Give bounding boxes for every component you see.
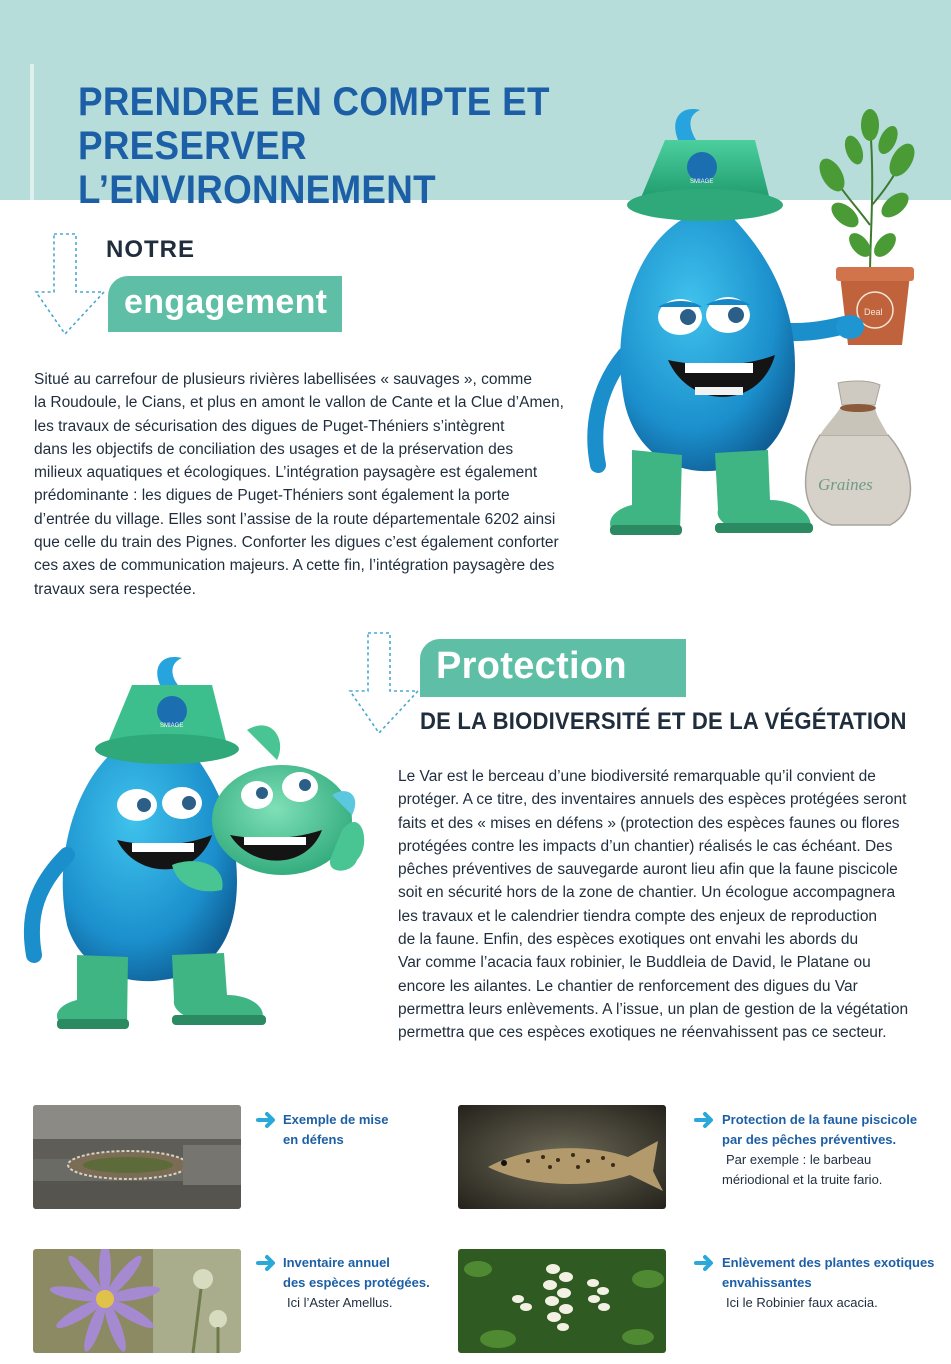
section1-kicker: NOTRE (106, 236, 195, 263)
arrow-right-icon (256, 1111, 278, 1129)
caption-line: envahissantes (722, 1275, 812, 1290)
caption-line: Enlèvement des plantes exotiques (722, 1255, 935, 1270)
arrow-right-icon (256, 1254, 278, 1272)
page-title-line2: L’ENVIRONNEMENT (78, 168, 436, 212)
text-line: travaux sera respectée. (34, 580, 196, 598)
text-line: milieux aquatiques et écologiques. L’intégration paysagère est également (34, 464, 538, 482)
mascot-with-plant-illustration (570, 105, 945, 550)
caption-peches-preventives (722, 1110, 917, 1190)
caption-line: mériodional et la truite fario. (722, 1172, 883, 1187)
text-line: protégées contre les impacts d’un chantier) réalisés le cas échéant. Des (398, 837, 893, 855)
mascot-with-fish-illustration (22, 655, 367, 1040)
hat-logo: SMIAGE (690, 179, 714, 185)
caption-line: Ici le Robinier faux acacia. (726, 1295, 878, 1310)
photo-aster-amellus (33, 1249, 241, 1353)
caption-line: par des pêches préventives. (722, 1132, 897, 1147)
section2-subtitle: DE LA BIODIVERSITÉ ET DE LA VÉGÉTATION (420, 708, 907, 735)
pot-label: Deal (864, 307, 883, 317)
photo-robinier-faux-acacia (458, 1249, 666, 1353)
caption-line: Ici l’Aster Amellus. (287, 1295, 393, 1310)
text-line: Situé au carrefour de plusieurs rivières labellisées « sauvages », comme (34, 371, 532, 388)
caption-line: Inventaire annuel (283, 1255, 390, 1270)
caption-mise-en-defens (283, 1110, 389, 1150)
caption-line: Par exemple : le barbeau (726, 1152, 872, 1167)
text-line: de la faune. Enfin, des espèces exotiques ont envahi les abords du (398, 931, 859, 949)
caption-line: Exemple de mise (283, 1112, 389, 1127)
caption-line: en défens (283, 1132, 344, 1147)
bag-label: Graines (818, 475, 873, 494)
section2-paragraph (398, 765, 918, 1045)
photo-mise-en-defens (33, 1105, 241, 1209)
hat-logo: SMIAGE (160, 723, 184, 729)
header-accent-bar (30, 64, 34, 200)
text-line: faits et des « mises en défens » (protection des espèces faunes ou flores (398, 814, 900, 832)
text-line: Var comme l’acacia faux robinier, le Buddleia de David, le Platane ou (398, 954, 871, 972)
section1-pill: engagement (108, 276, 342, 332)
text-line: encore les ailantes. Le chantier de renforcement des digues du Var (398, 977, 858, 995)
text-line: les travaux de sécurisation des digues de Puget-Théniers s’intègrent (34, 417, 505, 435)
text-line: pêches préventives de sauvegarde auront lieu afin que la faune piscicole (398, 861, 898, 879)
text-line: permettra leurs enlèvements. A l’issue, un plan de gestion de la végétation (398, 1000, 909, 1018)
text-line: protéger. A ce titre, des inventaires annuels des espèces protégées seront (398, 791, 907, 809)
text-line: ces axes de communication majeurs. A cette fin, l’intégration paysagère des (34, 557, 555, 575)
text-line: dans les objectifs de conciliation des usages et de la préservation des (34, 440, 514, 458)
page-title-line1: PRENDRE EN COMPTE ET PRESERVER (78, 80, 550, 168)
caption-line: des espèces protégées. (283, 1275, 430, 1290)
arrow-right-icon (694, 1254, 716, 1272)
caption-line: Protection de la faune piscicole (722, 1112, 918, 1127)
photo-fish (458, 1105, 666, 1209)
text-line: Le Var est le berceau d’une biodiversité remarquable qu’il convient de (398, 768, 876, 785)
text-line: soit en sécurité hors de la zone de chantier. Un écologue accompagnera (398, 884, 896, 902)
text-line: la Roudoule, le Cians, et plus en amont le vallon de Cante et la Clue d’Amen, (34, 394, 564, 412)
text-line: d’entrée du village. Elles sont l’assise de la route départementale 6202 ainsi (34, 510, 556, 528)
text-line: prédominante : les digues de Puget-Théniers sont également la porte (34, 487, 510, 505)
section1-paragraph (34, 368, 564, 601)
text-line: que celle du train des Pignes. Conforter les digues c’est également conforter (34, 534, 559, 552)
arrow-right-icon (694, 1111, 716, 1129)
caption-plantes-exotiques (722, 1253, 934, 1313)
text-line: les travaux et le calendrier tiendra compte des enjeux de reproduction (398, 907, 878, 925)
section2-pill: Protection (420, 639, 686, 697)
text-line: permettra que ces espèces exotiques ne réenvahissent pas ce secteur. (398, 1024, 887, 1042)
caption-inventaire-annuel (283, 1253, 430, 1313)
